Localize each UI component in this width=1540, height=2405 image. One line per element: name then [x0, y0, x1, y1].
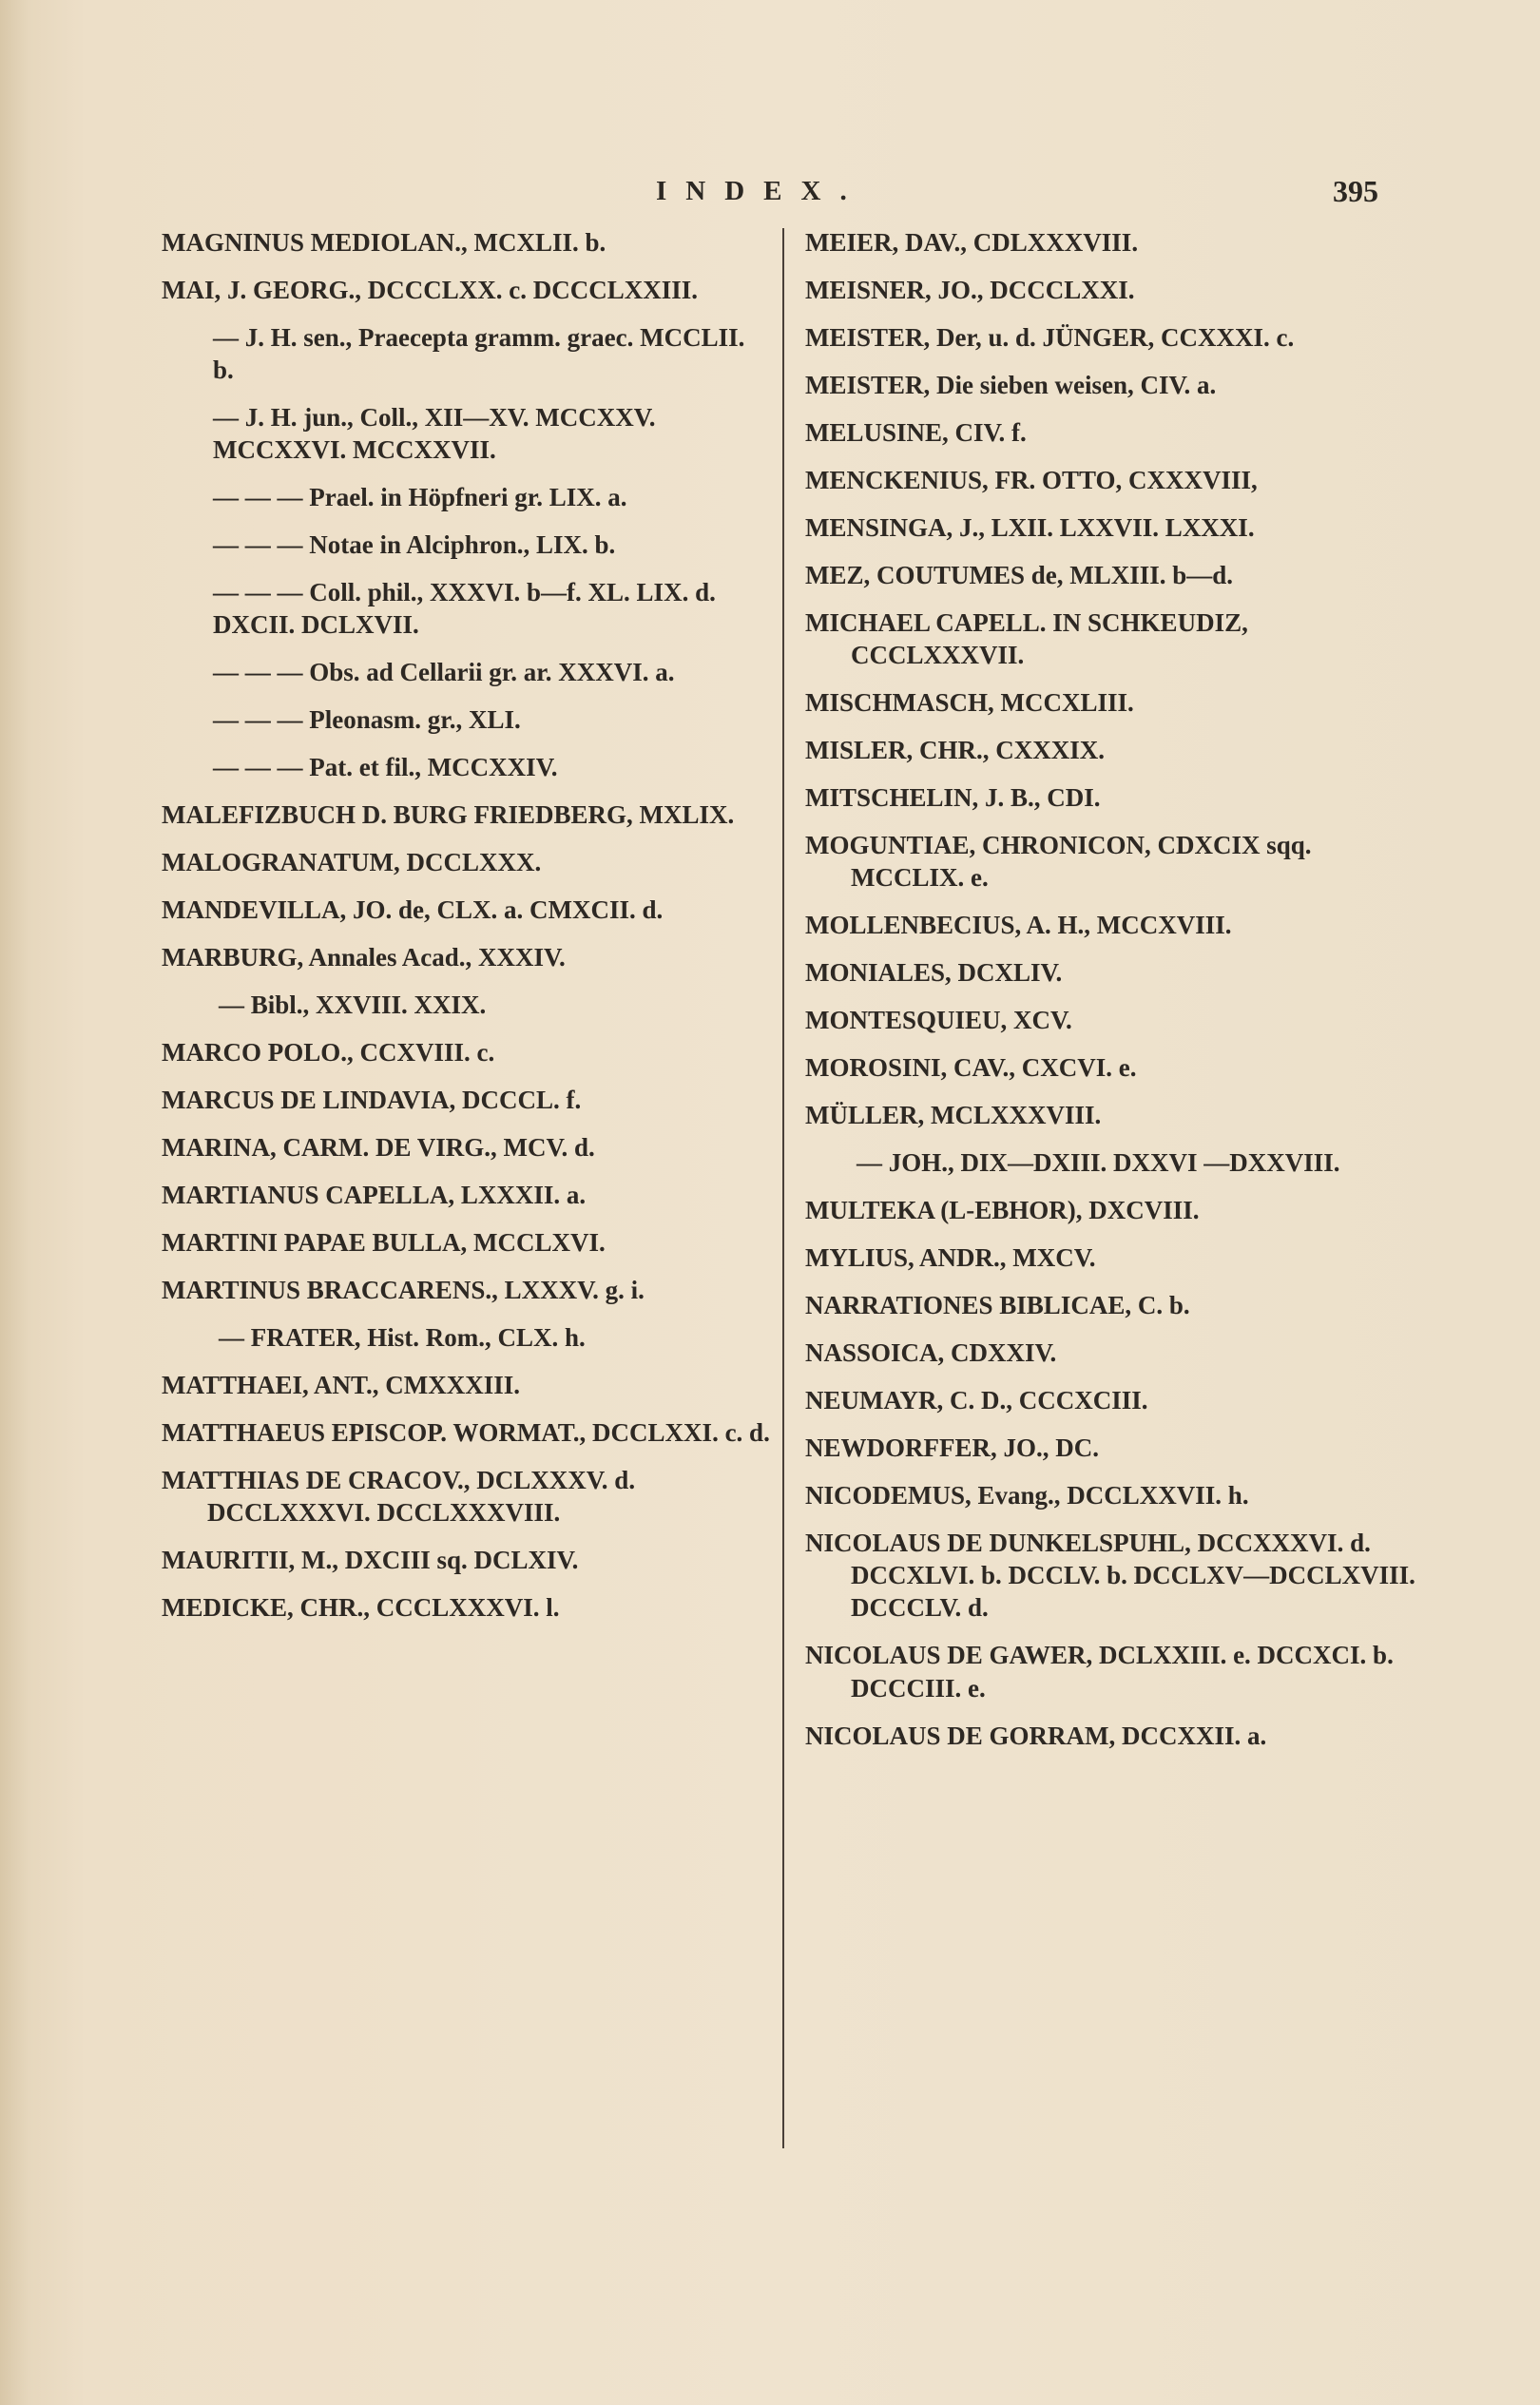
index-entry: MAGNINUS MEDIOLAN., MCXLII. b. — [162, 228, 606, 257]
index-entry: MISLER, CHR., CXXXIX. — [805, 736, 1106, 765]
index-entry: MEZ, COUTUMES de, MLXIII. b—d. — [805, 561, 1234, 590]
index-entry: NICOLAUS DE DUNKELSPUHL, DCCXXXVI. d. DCCXLVI. b. DCCLV. b. DCCLXV—DCCLXVIII. DCCCLV. d. — [805, 1529, 1415, 1623]
index-entry: MANDEVILLA, JO. de, CLX. a. CMXCII. d. — [162, 895, 664, 925]
index-entry: MICHAEL CAPELL. IN SCHKEUDIZ, CCCLXXXVII. — [805, 608, 1248, 670]
index-entry: MISCHMASCH, MCCXLIII. — [805, 688, 1134, 718]
index-entry: NICOLAUS DE GAWER, DCLXXIII. e. DCCXCI. b. DCCCIII. e. — [805, 1641, 1394, 1703]
index-entry: NICODEMUS, Evang., DCCLXXVII. h. — [805, 1481, 1249, 1510]
index-entry: MEDICKE, CHR., CCCLXXXVI. l. — [162, 1593, 560, 1623]
index-entry: NASSOICA, CDXXIV. — [805, 1338, 1057, 1368]
index-entry: MENSINGA, J., LXII. LXXVII. LXXXI. — [805, 513, 1255, 543]
index-entry: NEWDORFFER, JO., DC. — [805, 1433, 1099, 1463]
index-entry: — J. H. jun., Coll., XII—XV. MCCXXV. MCCXXVI. MCCXXVII. — [213, 403, 656, 465]
index-entry: NEUMAYR, C. D., CCCXCIII. — [805, 1386, 1148, 1415]
index-entry: MARTINI PAPAE BULLA, MCCLXVI. — [162, 1228, 606, 1258]
index-column-left — [162, 226, 770, 1639]
index-entry: MATTHAEUS EPISCOP. WORMAT., DCCLXXI. c. d. — [162, 1418, 770, 1448]
index-entry: MARCUS DE LINDAVIA, DCCCL. f. — [162, 1086, 582, 1115]
index-entry: MARTIANUS CAPELLA, LXXXII. a. — [162, 1181, 587, 1210]
index-entry: MARBURG, Annales Acad., XXXIV. — [162, 943, 566, 972]
running-head: INDEX. — [656, 176, 866, 206]
index-entry: — — — Pleonasm. gr., XLI. — [213, 705, 521, 735]
index-entry: MENCKENIUS, FR. OTTO, CXXXVIII, — [805, 466, 1258, 495]
index-entry: MALOGRANATUM, DCCLXXX. — [162, 848, 542, 877]
index-entry: MARINA, CARM. DE VIRG., MCV. d. — [162, 1133, 595, 1163]
index-entry: MEISTER, Der, u. d. JÜNGER, CCXXXI. c. — [805, 323, 1295, 353]
index-entry: — Bibl., XXVIII. XXIX. — [219, 991, 487, 1020]
index-entry: MULTEKA (L-EBHOR), DXCVIII. — [805, 1196, 1200, 1225]
index-entry: NICOLAUS DE GORRAM, DCCXXII. a. — [805, 1721, 1267, 1750]
index-entry: MATTHIAS DE CRACOV., DCLXXXV. d. DCCLXXXVI. DCCLXXXVIII. — [162, 1466, 636, 1528]
index-entry: MITSCHELIN, J. B., CDI. — [805, 783, 1101, 813]
index-entry: — — — Notae in Alciphron., LIX. b. — [213, 530, 616, 560]
index-entry: MELUSINE, CIV. f. — [805, 418, 1027, 448]
index-entry: — — — Coll. phil., XXXVI. b—f. XL. LIX. d. DXCII. DCLXVII. — [213, 578, 716, 640]
index-entry: MAURITII, M., DXCIII sq. DCLXIV. — [162, 1546, 579, 1575]
index-entry: MATTHAEI, ANT., CMXXXIII. — [162, 1371, 521, 1400]
index-entry: MÜLLER, MCLXXXVIII. — [805, 1101, 1102, 1130]
index-entry: — — — Pat. et fil., MCCXXIV. — [213, 753, 558, 782]
index-entry: MONIALES, DCXLIV. — [805, 958, 1063, 988]
index-entry: MYLIUS, ANDR., MXCV. — [805, 1243, 1096, 1273]
index-entry: MEISTER, Die sieben weisen, CIV. a. — [805, 371, 1217, 400]
index-entry: — FRATER, Hist. Rom., CLX. h. — [219, 1323, 586, 1353]
index-column-right — [805, 226, 1423, 1767]
index-entry: MEIER, DAV., CDLXXXVIII. — [805, 228, 1139, 257]
index-entry: — — — Obs. ad Cellarii gr. ar. XXXVI. a. — [213, 658, 675, 687]
index-entry: MOGUNTIAE, CHRONICON, CDXCIX sqq. MCCLIX. e. — [805, 831, 1312, 893]
index-entry: MARTINUS BRACCARENS., LXXXV. g. i. — [162, 1276, 645, 1305]
index-entry: — JOH., DIX—DXIII. DXXVI —DXXVIII. — [857, 1148, 1340, 1178]
page-number: 395 — [1333, 174, 1378, 208]
index-entry: MOLLENBECIUS, A. H., MCCXVIII. — [805, 911, 1232, 940]
index-entry: MAI, J. GEORG., DCCCLXX. c. DCCCLXXIII. — [162, 276, 699, 305]
index-entry: MALEFIZBUCH D. BURG FRIEDBERG, MXLIX. — [162, 800, 735, 830]
index-entry: MOROSINI, CAV., CXCVI. e. — [805, 1053, 1137, 1083]
index-entry: — J. H. sen., Praecepta gramm. graec. MCCLII. b. — [213, 323, 745, 385]
index-entry: MARCO POLO., CCXVIII. c. — [162, 1038, 495, 1068]
index-entry: MEISNER, JO., DCCCLXXI. — [805, 276, 1135, 305]
index-entry: — — — Prael. in Höpfneri gr. LIX. a. — [213, 483, 627, 512]
column-divider — [782, 228, 784, 2148]
index-entry: NARRATIONES BIBLICAE, C. b. — [805, 1291, 1190, 1320]
index-entry: MONTESQUIEU, XCV. — [805, 1006, 1072, 1035]
